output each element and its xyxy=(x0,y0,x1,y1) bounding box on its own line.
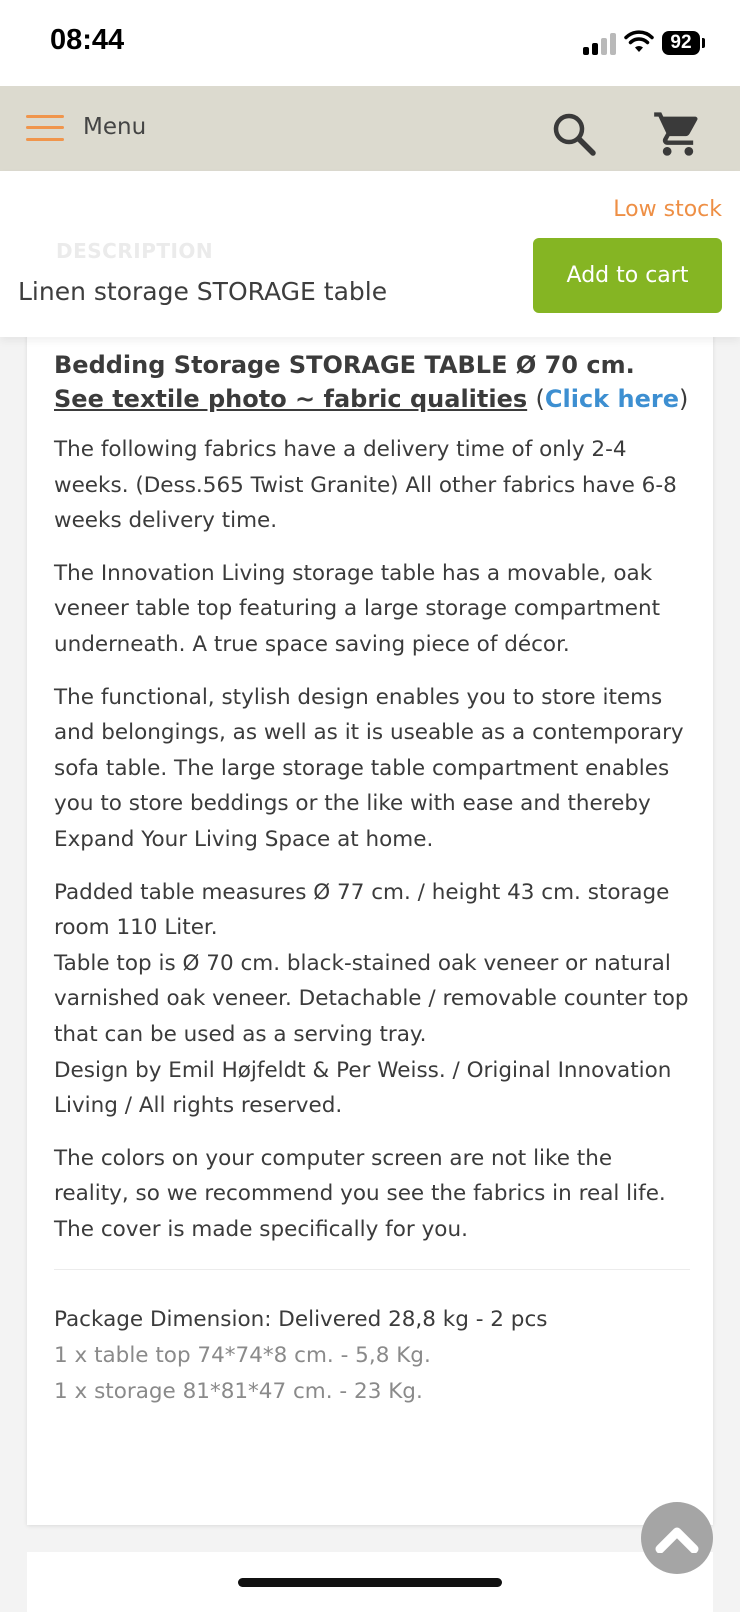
search-icon[interactable] xyxy=(550,110,598,158)
tab-description[interactable]: DESCRIPTION xyxy=(56,239,214,263)
top-navigation xyxy=(0,86,740,171)
product-title: Linen storage STORAGE table xyxy=(18,277,388,306)
colors-note: The colors on your computer screen are not like the reality, so we recommend you see the fabrics in real life. The cover is made specifically for you. xyxy=(54,1145,666,1242)
package-line: 1 x storage 81*81*47 cm. - 23 Kg. xyxy=(54,1378,423,1404)
spec-line: Table top is Ø 70 cm. black-stained oak veneer or natural varnished oak veneer. Detachable / removable counter top that can be used as a serving tray. xyxy=(54,950,689,1047)
click-here-link[interactable]: Click here xyxy=(544,385,679,413)
description-content xyxy=(54,348,690,1409)
package-line: 1 x table top 74*74*8 cm. - 5,8 Kg. xyxy=(54,1343,431,1369)
package-title: Package Dimension: Delivered 28,8 kg - 2 pcs xyxy=(54,1307,548,1333)
cart-icon[interactable] xyxy=(652,108,704,160)
stock-status: Low stock xyxy=(613,197,722,222)
spec-line: Design by Emil Højfeldt & Per Weiss. / Original Innovation Living / All rights reserved. xyxy=(54,1057,672,1119)
sticky-product-header xyxy=(0,171,740,337)
add-to-cart-button[interactable]: Add to cart xyxy=(533,238,722,313)
package-dimensions xyxy=(54,1302,690,1409)
home-indicator xyxy=(238,1578,502,1587)
spec-line: Padded table measures Ø 77 cm. / height 43 cm. storage room 110 Liter. xyxy=(54,879,670,941)
status-bar xyxy=(0,0,740,86)
menu-label[interactable]: Menu xyxy=(83,114,147,140)
open-paren: ( xyxy=(535,385,545,413)
status-time: 08:44 xyxy=(50,24,125,56)
description-headline xyxy=(54,348,690,416)
product-paragraph: The Innovation Living storage table has a movable, oak veneer table top featuring a large storage compartment underneath. A true space saving piece of décor. xyxy=(54,560,661,657)
specs-paragraph xyxy=(54,875,690,1124)
scroll-to-top-button[interactable] xyxy=(641,1502,713,1574)
delivery-paragraph: The following fabrics have a delivery time of only 2-4 weeks. (Dess.565 Twist Granite) All other fabrics have 6-8 weeks delivery time. xyxy=(54,437,677,534)
chevron-up-icon xyxy=(655,1523,699,1553)
battery-tip xyxy=(702,38,705,48)
close-paren: ) xyxy=(678,385,689,413)
wifi-icon xyxy=(624,30,654,54)
signal-icon xyxy=(583,33,617,55)
hamburger-icon[interactable] xyxy=(26,114,64,142)
divider xyxy=(54,1269,690,1270)
headline-bold: Bedding Storage STORAGE TABLE Ø 70 cm. xyxy=(54,351,635,379)
design-paragraph: The functional, stylish design enables you to store items and belongings, as well as it is useable as a contemporary sofa table. The large storage table compartment enables you to store beddings or the like with ease and thereby Expand Your Living Space at home. xyxy=(54,684,684,852)
description-card xyxy=(27,320,713,1525)
fabric-qualities-link[interactable]: See textile photo ~ fabric qualities xyxy=(54,385,528,413)
battery-level: 92 xyxy=(662,31,700,55)
